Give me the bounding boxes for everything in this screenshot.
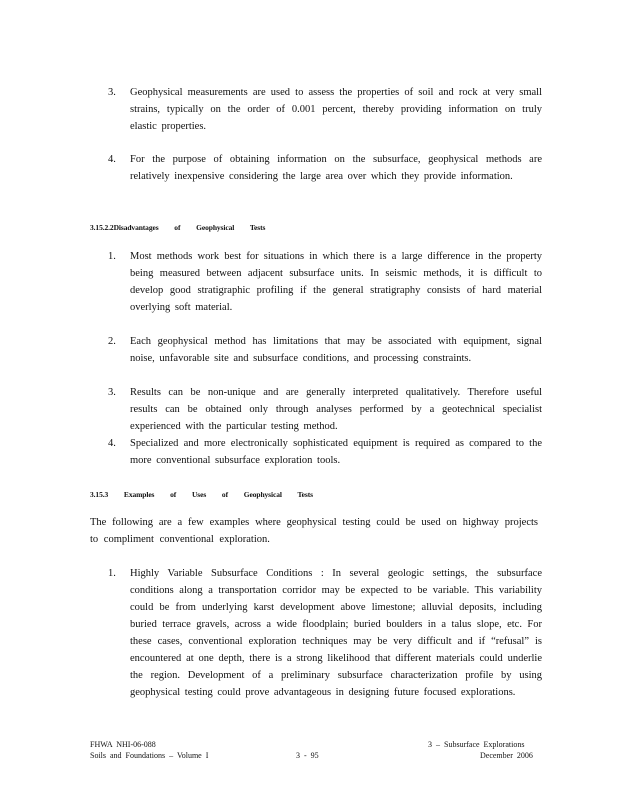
list-item-text: Geophysical measurements are used to assess the properties of soil and rock at very small strains, typically on the order of 0.001 percent, thereby providing information on truly elastic properties. [130, 87, 542, 132]
list-item-text: Each geophysical method has limitations that may be associated with equipment, signal noise, unfavorable site and subsurface conditions, and processing constraints. [130, 336, 542, 364]
footer-chapter: 3 – Subsurface Explorations [428, 740, 525, 749]
list-item-text: Results can be non-unique and are generally interpreted qualitatively. Therefore useful results can be obtained only through analyses performed by a geotechnical specialist experienced with the particular testing method. [130, 387, 542, 432]
list-item-number: 3. [108, 387, 116, 398]
list-item-number: 4. [108, 438, 116, 449]
section-heading-examples: 3.15.3 Examples of Uses of Geophysical Tests [90, 490, 313, 499]
list-item-text: Most methods work best for situations in which there is a large difference in the property being measured between adjacent subsurface units. In seismic methods, it is difficult to develop good stratigraphic profiling if the general stratigraphy consists of hard material overlying soft material. [130, 251, 542, 313]
footer-page-number: 3 - 95 [296, 751, 319, 760]
list-item-number: 4. [108, 154, 116, 165]
section-heading-disadvantages: 3.15.2.2Disadvantages of Geophysical Tests [90, 223, 266, 232]
footer-manual-title: Soils and Foundations – Volume I [90, 751, 209, 760]
list-item-number: 3. [108, 87, 116, 98]
section-intro-paragraph: The following are a few examples where geophysical testing could be used on highway projects to compliment conventional exploration. [90, 517, 538, 545]
list-item-number: 1. [108, 568, 116, 579]
list-item-text: Specialized and more electronically sophisticated equipment is required as compared to the more conventional subsurface exploration tools. [130, 438, 542, 466]
list-item-text: Highly Variable Subsurface Conditions : In several geologic settings, the subsurface conditions along a transportation corridor may be expected to be variable. This variability could be from underlying karst development above limestone; alluvial deposits, including buried terrace gravels, across a wide floodplain; buried boulders in a talus slope, etc. For these cases, conventional exploration techniques may be very difficult and if “refusal” is encountered at one depth, there is a strong likelihood that different materials could underlie the region. Development of a preliminary subsurface characterization profile by using geophysical testing could prove advantageous in designing future focused explorations. [130, 568, 542, 698]
footer-report-id: FHWA NHI-06-088 [90, 740, 156, 749]
list-item-number: 2. [108, 336, 116, 347]
list-item-text: For the purpose of obtaining information on the subsurface, geophysical methods are relatively inexpensive considering the large area over which they provide information. [130, 154, 542, 182]
list-item-number: 1. [108, 251, 116, 262]
footer-date: December 2006 [480, 751, 533, 760]
